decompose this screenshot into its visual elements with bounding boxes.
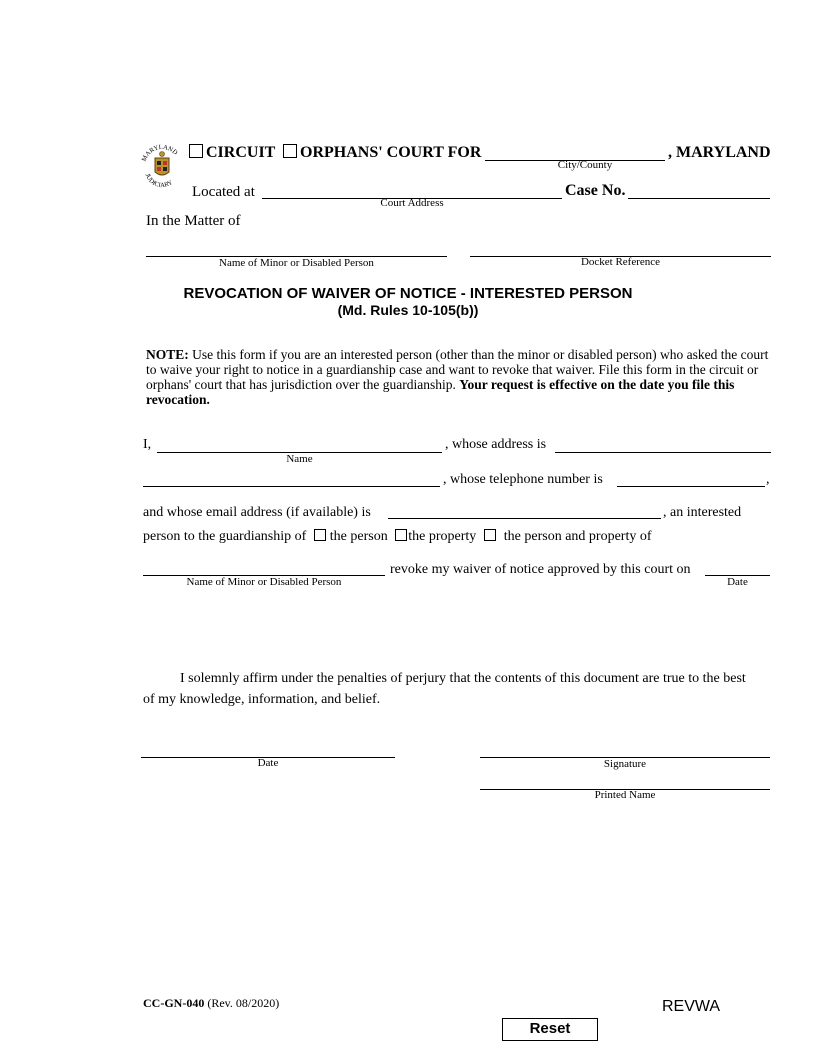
address-continued-field[interactable] [143,486,440,487]
person-and-property-checkbox[interactable] [484,529,496,541]
property-option-label: the property [408,529,477,544]
i-label: I, [143,437,152,452]
located-at-label: Located at [192,184,255,200]
form-code: REVWA [662,998,721,1015]
orphans-court-option[interactable]: ORPHANS' COURT FOR [283,144,481,162]
note-label: NOTE: [146,347,189,362]
person-checkbox[interactable] [314,529,326,541]
maryland-judiciary-seal [139,140,185,194]
in-the-matter-label: In the Matter of [146,213,241,229]
waiver-date-caption: Date [727,576,748,588]
case-no-label: Case No. [565,182,626,199]
minor-name-caption: Name of Minor or Disabled Person [219,257,374,269]
person-option-label: the person [329,529,388,544]
docket-reference-caption: Docket Reference [580,256,661,268]
declarant-name-caption: Name [286,453,313,465]
instruction-note [146,347,772,407]
telephone-label: , whose telephone number is [443,472,603,487]
circuit-court-option[interactable]: CIRCUIT [189,144,275,162]
telephone-end: , [766,472,770,487]
svg-text:JUDICIARY: JUDICIARY [143,172,174,190]
address-label: , whose address is [445,437,547,452]
maryland-label: , MARYLAND [668,144,771,161]
minor-name-caption-2: Name of Minor or Disabled Person [186,576,342,588]
signature-date-caption: Date [257,757,279,769]
circuit-checkbox[interactable] [189,144,203,158]
note-bold-tail: Your request is effective on the date you file this revocation. [146,377,735,407]
printed-name-caption: Printed Name [594,789,656,801]
form-subtitle: (Md. Rules 10-105(b)) [337,302,479,318]
reset-button[interactable]: Reset [502,1018,598,1041]
person-and-property-option-label: the person and property of [503,529,652,544]
svg-text:MARYLAND: MARYLAND [140,143,179,163]
form-title: REVOCATION OF WAIVER OF NOTICE - INTERESTED PERSON [183,285,633,302]
orphans-court-checkbox[interactable] [283,144,297,158]
case-no-field[interactable] [628,198,770,199]
note-body: Use this form if you are an interested person (other than the minor or disabled person) who asked the court to waive your right to notice in a guardianship case and want to revoke that waiver. File this form in the circuit or orphans' court that has jurisdiction over the guardianship. [146,347,769,392]
affirmation-line-2: of my knowledge, information, and belief. [143,692,381,707]
guardianship-line [143,529,652,545]
city-county-caption: City/County [557,159,613,171]
email-field[interactable] [388,518,661,519]
form-revision: (Rev. 08/2020) [207,996,280,1010]
email-label: and whose email address (if available) is [143,505,371,520]
interested-label: , an interested [663,505,742,520]
address-field[interactable] [555,452,771,453]
affirmation-line-1: I solemnly affirm under the penalties of perjury that the contents of this document are true to the best [180,671,746,686]
telephone-field[interactable] [617,486,765,487]
form-id-line [143,996,279,1011]
revoke-label: revoke my waiver of notice approved by this court on [390,562,691,577]
property-checkbox[interactable] [395,529,407,541]
signature-caption: Signature [603,758,647,770]
guardianship-label: person to the guardianship of [143,529,307,544]
court-address-caption: Court Address [380,197,444,209]
form-id: CC-GN-040 [143,996,205,1010]
